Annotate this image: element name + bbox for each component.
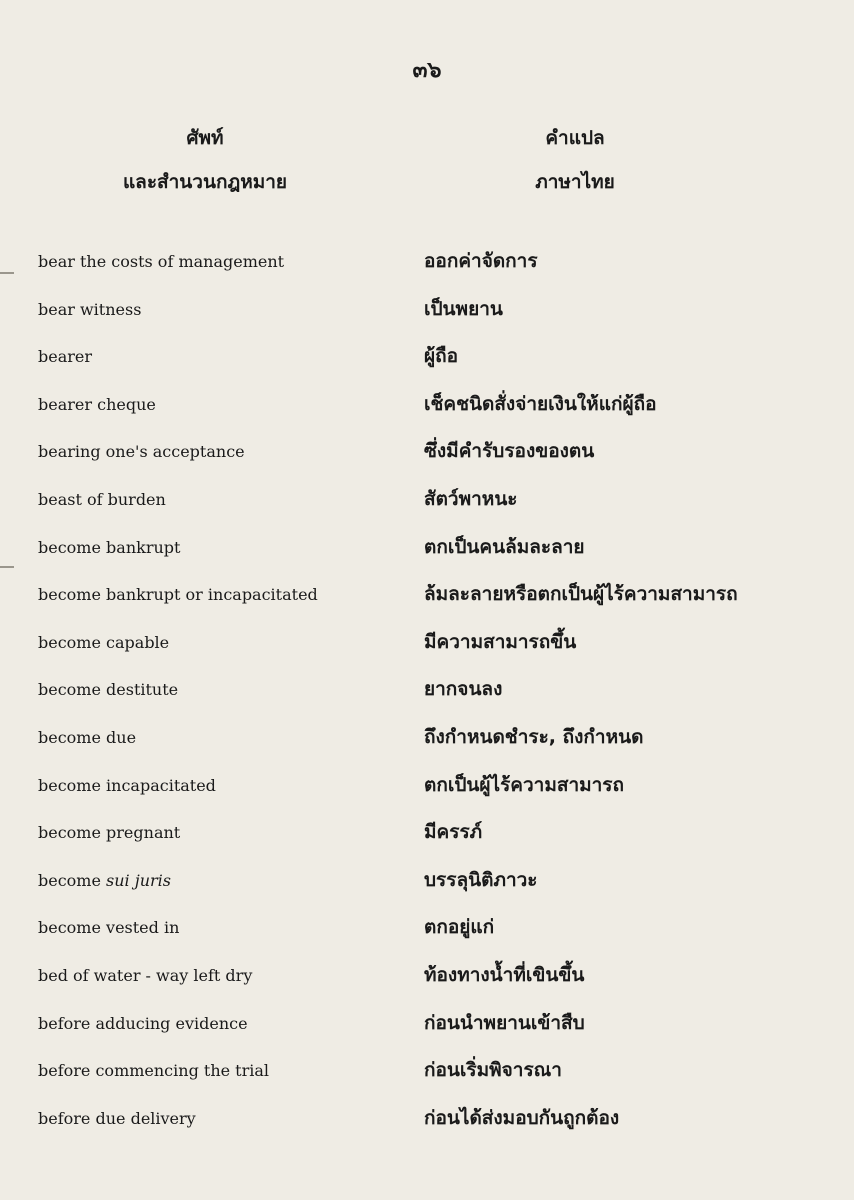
- page-number: ๓๖: [412, 57, 442, 83]
- entry-row: [0, 1061, 854, 1109]
- entry-row: [0, 680, 854, 728]
- entry-translation: ท้องทางน้ำที่เขินขึ้น: [424, 963, 585, 986]
- entry-translation: ผู้ถือ: [424, 345, 459, 368]
- entry-term: [38, 871, 171, 890]
- entry-row: [0, 252, 854, 300]
- entry-translation: ออกค่าจัดการ: [424, 250, 538, 272]
- entry-translation: ตกเป็นคนล้มละลาย: [424, 535, 585, 558]
- entry-row: [0, 347, 854, 395]
- entry-translation: มีความสามารถขึ้น: [424, 630, 577, 653]
- entry-term-prefix: become: [38, 870, 107, 890]
- entry-translation: ตกอยู่แก่: [424, 916, 495, 939]
- entry-translation: ล้มละลายหรือตกเป็นผู้ไร้ความสามารถ: [424, 583, 738, 606]
- entry-term: become vested in: [38, 918, 180, 938]
- entry-row: [0, 487, 854, 538]
- entry-row: [0, 392, 854, 443]
- entry-term: before due delivery: [38, 1108, 196, 1128]
- entry-translation: ถึงกำหนดชำระ, ถึงกำหนด: [424, 725, 644, 748]
- entry-row: [0, 963, 854, 1014]
- entry-translation: เช็คชนิดสั่งจ่ายเงินให้แก่ผู้ถือ: [424, 392, 657, 415]
- entry-term: bear witness: [38, 299, 142, 319]
- entry-term: bearer cheque: [38, 394, 156, 414]
- entry-row: [0, 773, 854, 824]
- entry-row: [0, 297, 854, 348]
- column-header-translation: [510, 128, 640, 194]
- entry-term: bearing one's acceptance: [38, 442, 245, 462]
- entry-row: [0, 725, 854, 776]
- header-translation-line1: คำแปล: [545, 127, 605, 149]
- entry-term: bed of water - way left dry: [38, 965, 253, 985]
- entry-translation: ก่อนนำพยานเข้าสืบ: [424, 1011, 585, 1034]
- entry-row: [0, 585, 854, 633]
- entry-translation: สัตว์พาหนะ: [424, 487, 518, 510]
- entry-term-italic: sui juris: [106, 870, 171, 890]
- entry-row: [0, 630, 854, 681]
- entry-term: become bankrupt: [38, 537, 181, 557]
- entry-row: [0, 535, 854, 586]
- entry-term: become due: [38, 727, 137, 747]
- entry-term: before commencing the trial: [38, 1061, 270, 1081]
- entry-translation: ก่อนได้ส่งมอบกันถูกต้อง: [424, 1106, 620, 1129]
- entry-term: become destitute: [38, 680, 179, 700]
- entry-translation: มีครรภ์: [424, 821, 483, 844]
- header-terms-line1: ศัพท์: [186, 127, 224, 149]
- entry-row: [0, 1106, 854, 1157]
- entry-list: [0, 252, 854, 1156]
- header-translation-line2: ภาษาไทย: [535, 170, 615, 193]
- entry-row: [0, 442, 854, 490]
- entry-term: become bankrupt or incapacitated: [38, 585, 318, 605]
- entry-translation: เป็นพยาน: [424, 297, 503, 320]
- entry-translation: ตกเป็นผู้ไร้ความสามารถ: [424, 773, 625, 796]
- entry-row: [0, 868, 854, 919]
- header-terms-line2: และสำนวนกฎหมาย: [122, 170, 288, 193]
- entry-translation: ก่อนเริ่มพิจารณา: [424, 1059, 562, 1082]
- column-header-terms: [110, 128, 300, 194]
- entry-term: become pregnant: [38, 823, 181, 843]
- entry-term: before adducing evidence: [38, 1013, 248, 1033]
- entry-translation: บรรลุนิติภาวะ: [424, 868, 538, 891]
- entry-term: become capable: [38, 632, 170, 652]
- entry-translation: ซึ่งมีคำรับรองของตน: [424, 440, 595, 463]
- entry-row: [0, 823, 854, 871]
- entry-term: become incapacitated: [38, 775, 216, 795]
- entry-term: beast of burden: [38, 489, 166, 509]
- margin-mark: [0, 566, 14, 568]
- margin-mark: [0, 272, 14, 274]
- entry-term: bear the costs of management: [38, 252, 285, 271]
- entry-term: bearer: [38, 347, 93, 367]
- entry-row: [0, 918, 854, 966]
- entry-translation: ยากจนลง: [424, 678, 503, 701]
- entry-row: [0, 1011, 854, 1062]
